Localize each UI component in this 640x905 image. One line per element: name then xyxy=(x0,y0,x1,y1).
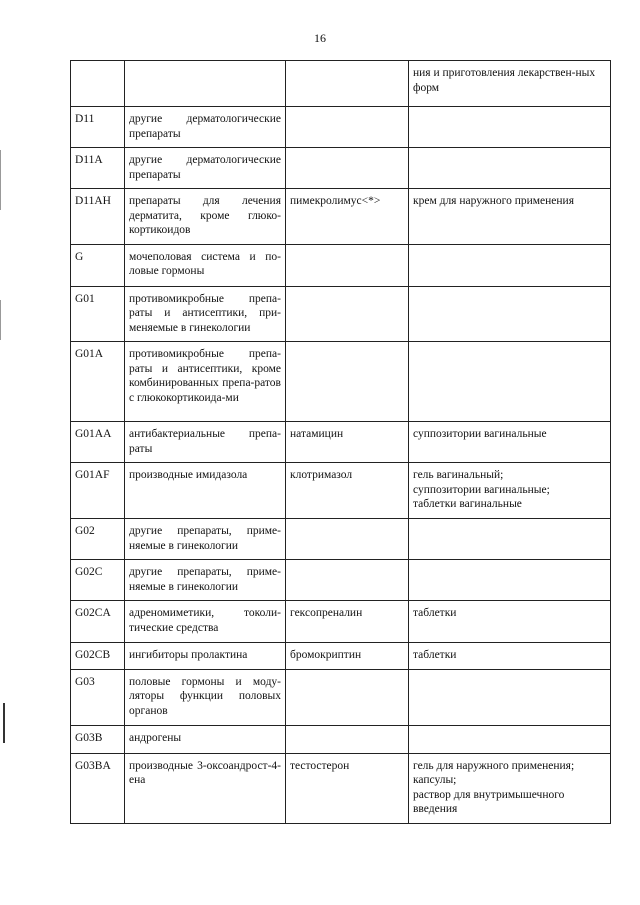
group-cell: препараты для лечения дерматита, кроме глюко-кортикоидов xyxy=(125,189,286,245)
inn-cell xyxy=(286,342,409,422)
group-cell: ингибиторы пролактина xyxy=(125,643,286,670)
table-row xyxy=(71,61,611,107)
form-cell: гель вагинальный; суппозитории вагинальные; таблетки вагинальные xyxy=(409,463,611,519)
inn-cell xyxy=(286,107,409,148)
group-cell: адреномиметики, токоли-тические средства xyxy=(125,601,286,643)
table-row xyxy=(71,601,611,643)
table-row xyxy=(71,643,611,670)
table-row xyxy=(71,189,611,245)
code-cell: D11A xyxy=(71,148,125,189)
scan-mark xyxy=(0,150,1,210)
form-cell xyxy=(409,342,611,422)
group-cell: производные 3-оксоандрост-4-ена xyxy=(125,753,286,823)
inn-cell: клотримазол xyxy=(286,463,409,519)
form-cell xyxy=(409,286,611,342)
form-cell xyxy=(409,148,611,189)
code-cell: G03 xyxy=(71,669,125,725)
inn-cell xyxy=(286,61,409,107)
code-cell: D11 xyxy=(71,107,125,148)
table-row xyxy=(71,148,611,189)
table-row xyxy=(71,342,611,422)
code-cell xyxy=(71,61,125,107)
form-cell: гель для наружного применения; капсулы; раствор для внутримышечного введения xyxy=(409,753,611,823)
code-cell: G xyxy=(71,244,125,286)
inn-cell xyxy=(286,148,409,189)
group-cell xyxy=(125,61,286,107)
inn-cell xyxy=(286,519,409,560)
code-cell: G01AF xyxy=(71,463,125,519)
form-cell xyxy=(409,560,611,601)
table-row xyxy=(71,422,611,463)
code-cell: G03BA xyxy=(71,753,125,823)
inn-cell: тестостерон xyxy=(286,753,409,823)
form-cell: таблетки xyxy=(409,643,611,670)
inn-cell xyxy=(286,244,409,286)
form-cell xyxy=(409,519,611,560)
table-row xyxy=(71,753,611,823)
drug-table xyxy=(70,60,611,824)
inn-cell: бромокриптин xyxy=(286,643,409,670)
inn-cell xyxy=(286,560,409,601)
group-cell: мочеполовая система и по-ловые гормоны xyxy=(125,244,286,286)
scan-mark xyxy=(3,703,5,743)
code-cell: G02CB xyxy=(71,643,125,670)
group-cell: другие препараты, приме-няемые в гинекологии xyxy=(125,560,286,601)
code-cell: G01A xyxy=(71,342,125,422)
form-cell: крем для наружного применения xyxy=(409,189,611,245)
inn-cell xyxy=(286,669,409,725)
group-cell: антибактериальные препа-раты xyxy=(125,422,286,463)
code-cell: D11AH xyxy=(71,189,125,245)
code-cell: G01AA xyxy=(71,422,125,463)
code-cell: G03B xyxy=(71,725,125,753)
table-row xyxy=(71,725,611,753)
drug-table-body xyxy=(71,61,611,824)
form-cell xyxy=(409,107,611,148)
table-row xyxy=(71,107,611,148)
table-row xyxy=(71,286,611,342)
inn-cell: гексопреналин xyxy=(286,601,409,643)
inn-cell: пимекролимус<*> xyxy=(286,189,409,245)
inn-cell: натамицин xyxy=(286,422,409,463)
table-row xyxy=(71,560,611,601)
scan-mark xyxy=(0,300,1,340)
table-row xyxy=(71,669,611,725)
page-number: 16 xyxy=(314,31,326,45)
table-row xyxy=(71,519,611,560)
group-cell: производные имидазола xyxy=(125,463,286,519)
form-cell: таблетки xyxy=(409,601,611,643)
group-cell: противомикробные препа-раты и антисептики, при-меняемые в гинекологии xyxy=(125,286,286,342)
group-cell: половые гормоны и моду-ляторы функции половых органов xyxy=(125,669,286,725)
form-cell: суппозитории вагинальные xyxy=(409,422,611,463)
form-cell xyxy=(409,725,611,753)
code-cell: G01 xyxy=(71,286,125,342)
code-cell: G02C xyxy=(71,560,125,601)
form-cell xyxy=(409,669,611,725)
table-row xyxy=(71,463,611,519)
group-cell: другие дерматологические препараты xyxy=(125,148,286,189)
group-cell: противомикробные препа-раты и антисептики, кроме комбинированных препа-ратов с глюкокортикоида-ми xyxy=(125,342,286,422)
form-cell xyxy=(409,244,611,286)
group-cell: другие препараты, приме-няемые в гинекологии xyxy=(125,519,286,560)
code-cell: G02CA xyxy=(71,601,125,643)
table-row xyxy=(71,244,611,286)
group-cell: андрогены xyxy=(125,725,286,753)
group-cell: другие дерматологические препараты xyxy=(125,107,286,148)
code-cell: G02 xyxy=(71,519,125,560)
form-cell: ния и приготовления лекарствен-ных форм xyxy=(409,61,611,107)
inn-cell xyxy=(286,725,409,753)
inn-cell xyxy=(286,286,409,342)
